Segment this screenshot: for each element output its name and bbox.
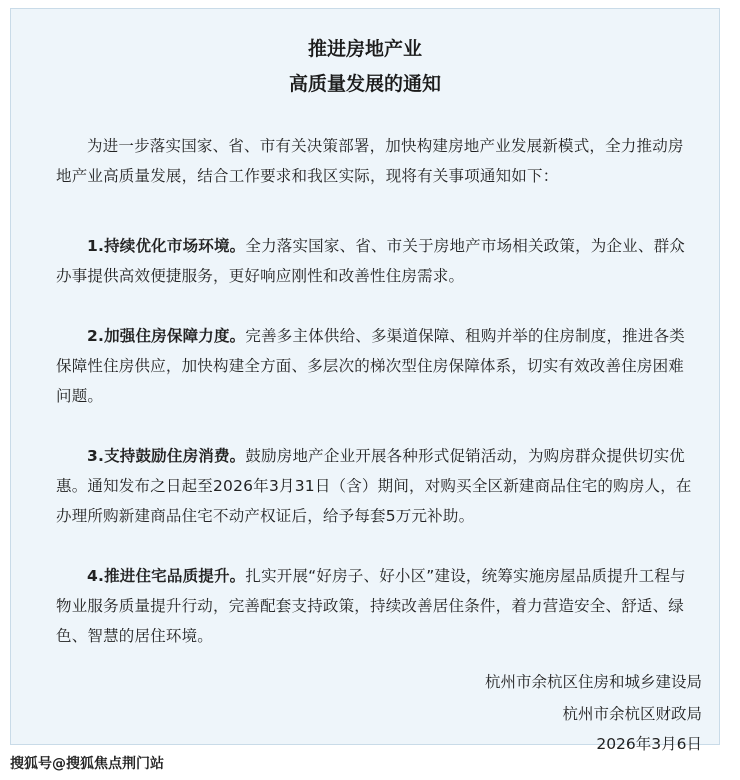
item-3-paragraph	[56, 441, 698, 531]
intro-paragraph: 为进一步落实国家、省、市有关决策部署，加快构建房地产业发展新模式，全力推动房地产业高质量发展，结合工作要求和我区实际，现将有关事项通知如下：	[56, 137, 684, 185]
item-4-heading: 4.推进住宅品质提升。	[87, 567, 246, 585]
item-1-paragraph	[56, 231, 698, 291]
item-2-paragraph	[56, 321, 698, 411]
signatory-finance-bureau: 杭州市余杭区财政局	[562, 705, 702, 723]
item-3-heading: 3.支持鼓励住房消费。	[87, 447, 246, 465]
item-4-paragraph	[56, 561, 698, 651]
notice-title-line1: 推进房地产业	[307, 38, 422, 60]
item-2-heading: 2.加强住房保障力度。	[87, 327, 246, 345]
notice-document	[10, 8, 720, 753]
source-watermark: 搜狐号@搜狐焦点荆门站	[10, 756, 164, 772]
notice-title-line2: 高质量发展的通知	[288, 73, 441, 95]
item-4-body: 扎实开展“好房子、好小区”建设，统筹实施房屋品质提升工程与物业服务质量提升行动，完善配套支持政策，持续改善居住条件，着力营造安全、舒适、绿色、智慧的居住环境。	[56, 567, 686, 645]
item-1-body: 全力落实国家、省、市关于房地产市场相关政策，为企业、群众办事提供高效便捷服务，更好响应刚性和改善性住房需求。	[56, 237, 685, 285]
item-1-heading: 1.持续优化市场环境。	[87, 237, 246, 255]
item-3-body: 鼓励房地产企业开展各种形式促销活动，为购房群众提供切实优惠。通知发布之日起至2026年3月31日（含）期间，对购买全区新建商品住宅的购房人，在办理所购新建商品住宅不动产权证后，给予每套5万元补助。	[56, 447, 692, 525]
signatory-housing-bureau: 杭州市余杭区住房和城乡建设局	[484, 673, 702, 691]
item-2-body: 完善多主体供给、多渠道保障、租购并举的住房制度，推进各类保障性住房供应，加快构建全方面、多层次的梯次型住房保障体系，切实有效改善住房困难问题。	[56, 327, 685, 405]
notice-date: 2026年3月6日	[596, 735, 702, 753]
